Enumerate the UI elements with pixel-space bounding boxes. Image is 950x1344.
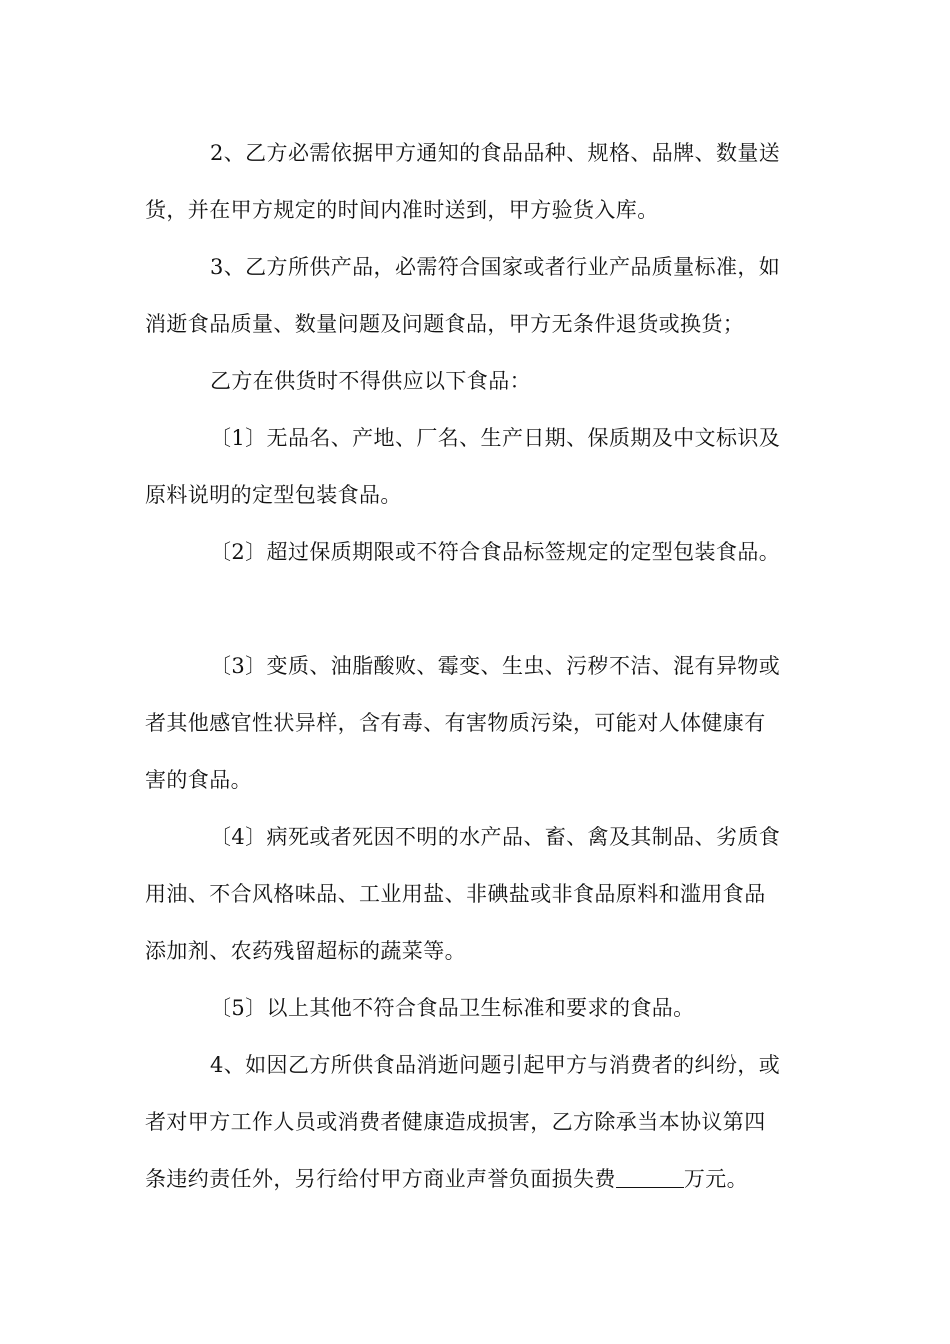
clause-3-line-2: 消逝食品质量、数量问题及问题食品，甲方无条件退货或换货；	[145, 312, 745, 336]
clause-3-line-1: 3、乙方所供产品，必需符合国家或者行业产品质量标准，如	[210, 255, 781, 279]
item-3-line-2: 者其他感官性状异样，含有毒、有害物质污染，可能对人体健康有	[145, 711, 766, 735]
item-5-line-1: 〔5〕以上其他不符合食品卫生标准和要求的食品。	[210, 996, 695, 1020]
item-4-line-3: 添加剂、农药残留超标的蔬菜等。	[145, 939, 466, 963]
clause-4-line-3-text: 条违约责任外，另行给付甲方商业声誉负面损失费	[145, 1167, 616, 1191]
clause-4-line-2: 者对甲方工作人员或消费者健康造成损害，乙方除承当本协议第四	[145, 1110, 766, 1134]
amount-unit: 万元。	[683, 1167, 749, 1191]
clause-4-line-3	[145, 1164, 810, 1194]
item-2-line-1: 〔2〕超过保质期限或不符合食品标签规定的定型包装食品。	[210, 540, 781, 564]
item-3-line-3: 害的食品。	[145, 768, 252, 792]
clause-2-line-2: 货，并在甲方规定的时间内准时送到，甲方验货入库。	[145, 198, 659, 222]
clause-2-line-1: 2、乙方必需依据甲方通知的食品品种、规格、品牌、数量送	[210, 141, 781, 165]
item-3-line-1: 〔3〕变质、油脂酸败、霉变、生虫、污秽不洁、混有异物或	[210, 654, 781, 678]
amount-blank	[616, 1167, 684, 1188]
clause-4-line-1: 4、如因乙方所供食品消逝问题引起甲方与消费者的纠纷，或	[210, 1053, 781, 1077]
item-1-line-2: 原料说明的定型包装食品。	[145, 483, 402, 507]
item-4-line-1: 〔4〕病死或者死因不明的水产品、畜、禽及其制品、劣质食	[210, 825, 781, 849]
item-4-line-2: 用油、不合风格味品、工业用盐、非碘盐或非食品原料和滥用食品	[145, 882, 766, 906]
item-1-line-1: 〔1〕无品名、产地、厂名、生产日期、保质期及中文标识及	[210, 426, 781, 450]
prohibited-foods-intro: 乙方在供货时不得供应以下食品：	[210, 369, 531, 393]
